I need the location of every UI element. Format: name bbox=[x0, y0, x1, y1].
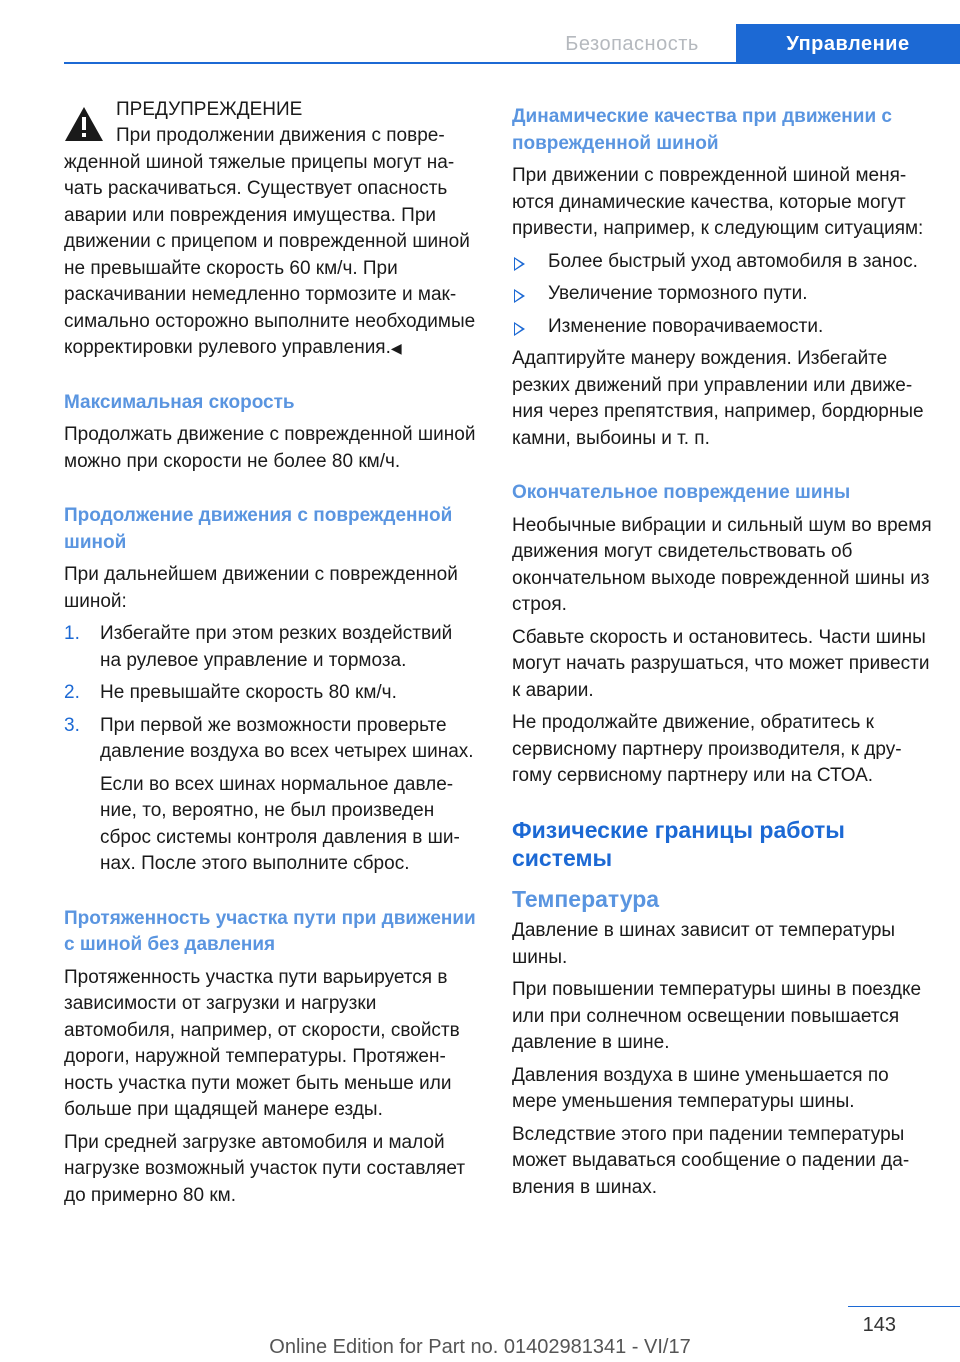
tab-safety[interactable]: Безопасность bbox=[565, 33, 699, 55]
temperature-text-4: Вследствие этого при падении температуры может выдаваться сообщение о падении давления в шинах. bbox=[512, 1123, 910, 1198]
heading-temperature: Температура bbox=[512, 885, 660, 912]
dynamics-outro: Адаптируйте манеру вождения. Избегайте резких движений при управлении или движения через препятствия, например, бордюрные камни, выбоины и т. п. bbox=[512, 348, 924, 449]
temperature-text-1: Давление в шинах зависит от температуры шины. bbox=[512, 920, 896, 968]
warning-text: При продолжении движения с поврежденной шиной тяжелые прицепы могут начать раскачиваться. Существует опасность аварии или повреждения имущества. При движении с прицепом и поврежденной шиной не превышайте скорость 60 км/ч. При раскачивании немедленно тормозите и максимально осторожно выполните необходимые корректировки рулевого управления.◀ bbox=[64, 125, 476, 358]
continue-driving-list bbox=[64, 621, 478, 766]
distance-text-1: Протяженность участка пути варьируется в зависимости от загрузки и нагрузки автомобиля, например, от скорости, свойств дороги, наружной температуры. Протяженность участка пути может быть меньше или больше при щадящей манере езды. bbox=[64, 966, 460, 1120]
warning-title: ПРЕДУПРЕЖДЕНИЕ bbox=[116, 99, 303, 120]
warning-block bbox=[64, 96, 478, 362]
right-column bbox=[512, 96, 932, 1207]
dynamics-intro: При движении с поврежденной шиной меняются динамические качества, которые могут привести, например, к следующим ситуациям: bbox=[512, 165, 924, 239]
edition-footer: Online Edition for Part no. 01402981341 - VI/17 bbox=[269, 1336, 691, 1358]
list-item: Более быстрый уход автомобиля в занос. bbox=[512, 249, 932, 276]
bullet-triangle-icon bbox=[514, 289, 525, 303]
continue-driving-intro: При дальнейшем движении с поврежденной шиной: bbox=[64, 564, 458, 612]
max-speed-text: Продолжать движение с поврежденной шиной можно при скорости не более 80 км/ч. bbox=[64, 424, 476, 472]
bullet-triangle-icon bbox=[514, 322, 525, 336]
heading-max-speed: Максимальная скорость bbox=[64, 391, 295, 413]
heading-dynamics: Динамические качества при движении с поврежденной шиной bbox=[512, 106, 892, 154]
dynamics-list bbox=[512, 249, 932, 341]
header-rule bbox=[64, 62, 960, 64]
continue-driving-note: Если во всех шинах нормальное давление, то, вероятно, не был произведен сброс системы контроля давления в шинах. После этого выполните сброс. bbox=[100, 773, 460, 874]
list-item: 2. Не превышайте скорость 80 км/ч. bbox=[64, 682, 397, 703]
distance-text-2: При средней загрузке автомобиля и малой нагрузке возможный участок пути составляет до примерно 80 км. bbox=[64, 1131, 466, 1206]
final-damage-text-1: Необычные вибрации и сильный шум во время движения могут свидетельствовать об окончательном выходе поврежденной шины из строя. bbox=[512, 514, 932, 615]
left-column bbox=[64, 96, 478, 1215]
page-header bbox=[0, 0, 960, 64]
heading-continue-driving: Продолжение движения с поврежденной шиной bbox=[64, 505, 453, 553]
temperature-text-3: Давления воздуха в шине уменьшается по мере уменьшения температуры шины. bbox=[512, 1064, 889, 1112]
list-item: 3. При первой же возможности проверьте давление воздуха во всех четырех шинах. bbox=[64, 714, 474, 762]
footer-rule bbox=[848, 1306, 960, 1307]
final-damage-text-2: Сбавьте скорость и остановитесь. Части шины могут начать разрушаться, что может привести к аварии. bbox=[512, 626, 930, 701]
heading-final-damage: Окончательное повреждение шины bbox=[512, 482, 851, 503]
page-number: 143 bbox=[862, 1314, 896, 1336]
list-item: Увеличение тормозного пути. bbox=[512, 281, 932, 308]
tab-operation[interactable]: Управление bbox=[736, 24, 960, 64]
final-damage-text-3: Не продолжайте движение, обратитесь к сервисному партнеру производителя, к другому сервисному партнеру или на СТОА. bbox=[512, 712, 902, 786]
temperature-text-2: При повышении температуры шины в поездке или при солнечном освещении повышается давление в шине. bbox=[512, 979, 922, 1053]
heading-system-limits: Физические границы работы системы bbox=[512, 816, 845, 871]
list-item: 1. Избегайте при этом резких воздействий на рулевое управление и тормоза. bbox=[64, 623, 453, 671]
bullet-triangle-icon bbox=[514, 257, 525, 271]
list-item: Изменение поворачиваемости. bbox=[512, 314, 932, 341]
heading-distance: Протяженность участка пути при движении с шиной без давления bbox=[64, 907, 476, 955]
warning-triangle-icon bbox=[64, 106, 104, 142]
end-mark-icon: ◀ bbox=[390, 340, 402, 356]
